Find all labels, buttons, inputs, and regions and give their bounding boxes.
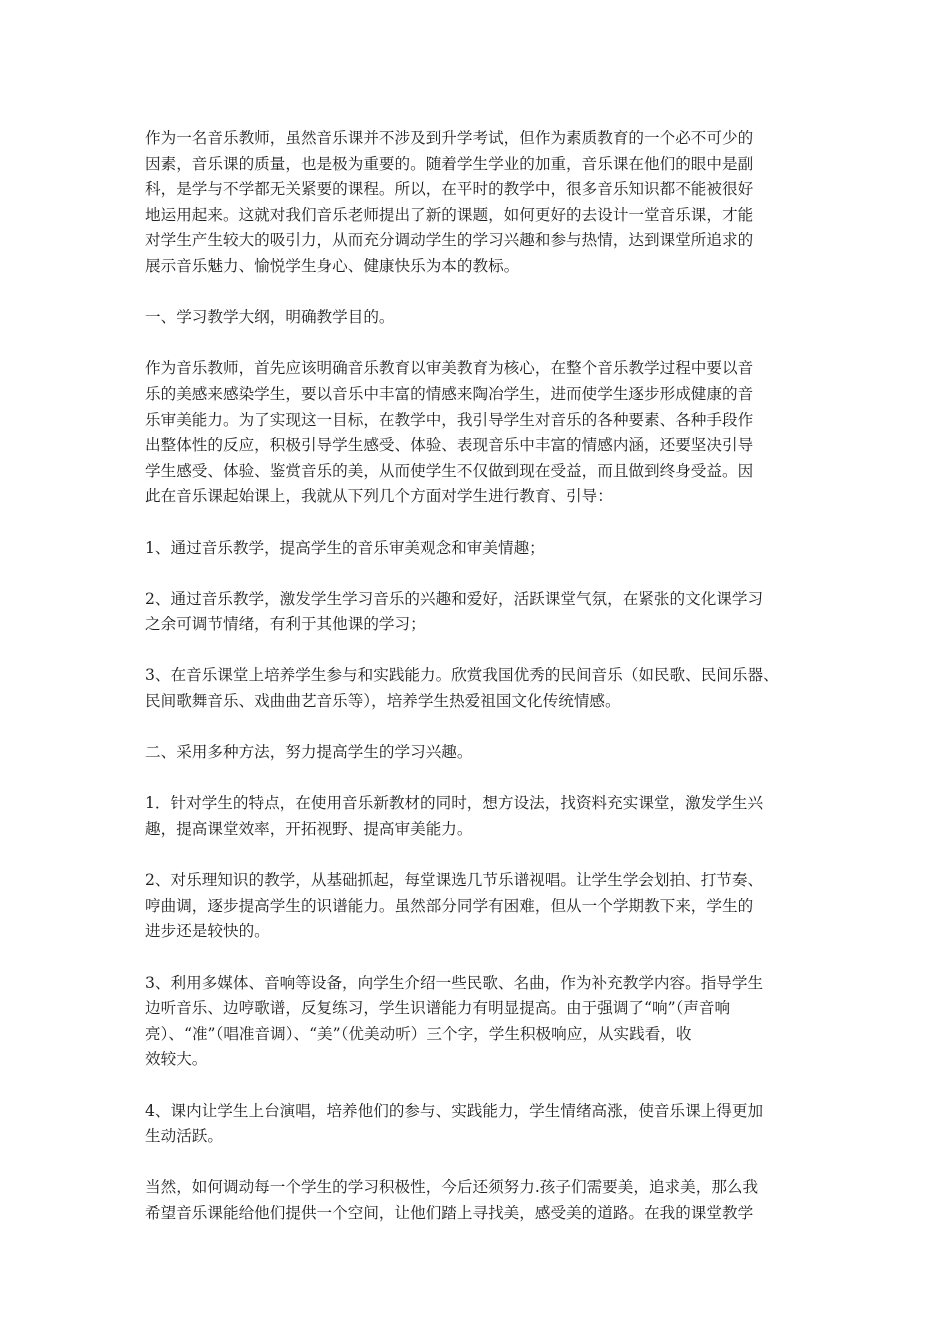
text-line: 作为一名音乐教师，虽然音乐课并不涉及到升学考试，但作为素质教育的一个必不可少的: [145, 129, 754, 147]
method-item-2: [145, 868, 813, 945]
text-line: 出整体性的反应，积极引导学生感受、体验、表现音乐中丰富的情感内涵，还要坚决引导: [145, 436, 754, 455]
text-line: 此在音乐课起始课上，我就从下列几个方面对学生进行教育、引导：: [145, 487, 613, 506]
text-line: 1、通过音乐教学，提高学生的音乐审美观念和审美情趣；: [145, 538, 545, 557]
text-line: 之余可调节情绪，有利于其他课的学习；: [145, 615, 426, 634]
paragraph-conclusion: [145, 1175, 813, 1226]
text-line: 哼曲调，逐步提高学生的识谱能力。虽然部分同学有困难，但从一个学期教下来，学生的: [145, 896, 754, 915]
text-line: 展示音乐魅力、愉悦学生身心、健康快乐为本的教标。: [145, 256, 520, 275]
text-line: 进步还是较快的。: [145, 922, 270, 941]
list-item-2: [145, 587, 813, 638]
text-line: 当然，如何调动每一个学生的学习积极性，今后还须努力.孩子们需要美，追求美，那么我: [145, 1178, 759, 1197]
heading-line: 二、采用多种方法，努力提高学生的学习兴趣。: [145, 743, 473, 762]
text-line: 作为音乐教师，首先应该明确音乐教育以审美教育为核心，在整个音乐教学过程中要以音: [145, 359, 754, 378]
text-line: 1．针对学生的特点，在使用音乐新教材的同时，想方设法，找资料充实课堂，激发学生兴: [145, 794, 764, 813]
text-line: 亮）、“准”（唱准音调）、“美”（优美动听）三个字，学生积极响应，从实践看，收: [145, 1024, 692, 1043]
text-line: 4、课内让学生上台演唱，培养他们的参与、实践能力，学生情绪高涨，使音乐课上得更加: [145, 1101, 764, 1120]
heading-line: 一、学习教学大纲，明确教学目的。: [145, 308, 395, 327]
text-line: 3、利用多媒体、音响等设备，向学生介绍一些民歌、名曲，作为补充教学内容。指导学生: [145, 973, 764, 992]
section-heading-1: [145, 305, 813, 331]
method-item-1: [145, 791, 813, 842]
section-heading-2: [145, 740, 813, 766]
text-line: 效较大。: [145, 1050, 208, 1069]
text-line: 趣，提高课堂效率，开拓视野、提高审美能力。: [145, 820, 473, 839]
text-line: 乐的美感来感染学生，要以音乐中丰富的情感来陶冶学生，进而使学生逐步形成健康的音: [145, 384, 754, 403]
text-line: 因素，音乐课的质量，也是极为重要的。随着学生学业的加重，音乐课在他们的眼中是副: [145, 154, 754, 173]
method-item-3: [145, 971, 813, 1073]
paragraph-section-1: [145, 356, 813, 510]
list-item-3: [145, 663, 813, 714]
text-line: 边听音乐、边哼歌谱，反复练习，学生识谱能力有明显提高。由于强调了“响”（声音响: [145, 999, 731, 1018]
document-body: [145, 126, 813, 1252]
text-line: 地运用起来。这就对我们音乐老师提出了新的课题，如何更好的去设计一堂音乐课，才能: [145, 205, 754, 224]
text-line: 学生感受、体验、鉴赏音乐的美，从而使学生不仅做到现在受益，而且做到终身受益。因: [145, 461, 754, 480]
text-line: 2、对乐理知识的教学，从基础抓起，每堂课选几节乐谱视唱。让学生学会划拍、打节奏、: [145, 871, 764, 890]
text-line: 3、在音乐课堂上培养学生参与和实践能力。欣赏我国优秀的民间音乐（如民歌、民间乐器、: [145, 666, 779, 685]
text-line: 对学生产生较大的吸引力，从而充分调动学生的学习兴趣和参与热情，达到课堂所追求的: [145, 231, 754, 250]
paragraph-intro: [145, 126, 813, 280]
text-line: 科，是学与不学都无关紧要的课程。所以，在平时的教学中，很多音乐知识都不能被很好: [145, 180, 754, 199]
text-line: 民间歌舞音乐、戏曲曲艺音乐等），培养学生热爱祖国文化传统情感。: [145, 692, 621, 711]
text-line: 乐审美能力。为了实现这一目标，在教学中，我引导学生对音乐的各种要素、各种手段作: [145, 410, 754, 429]
text-line: 生动活跃。: [145, 1127, 223, 1146]
text-line: 希望音乐课能给他们提供一个空间，让他们踏上寻找美，感受美的道路。在我的课堂教学: [145, 1203, 754, 1222]
method-item-4: [145, 1099, 813, 1150]
list-item-1: [145, 536, 813, 562]
text-line: 2、通过音乐教学，激发学生学习音乐的兴趣和爱好，活跃课堂气氛，在紧张的文化课学习: [145, 589, 764, 608]
